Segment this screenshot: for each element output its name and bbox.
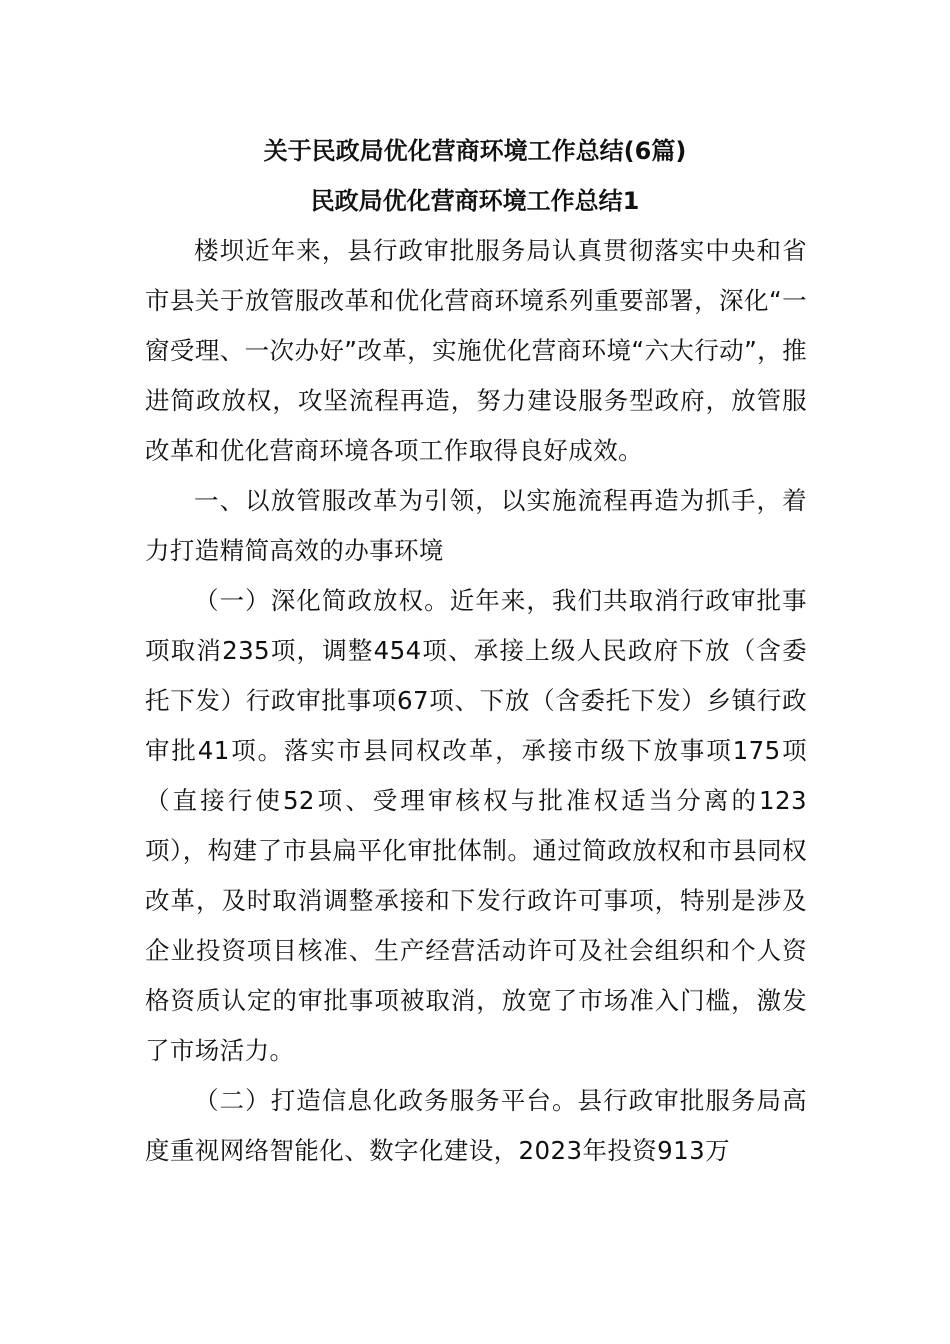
paragraph-section-heading: 一、以放管服改革为引领，以实施流程再造为抓手，着力打造精简高效的办事环境 (145, 486, 807, 565)
paragraph-information-platform: （二）打造信息化政务服务平台。县行政审批服务局高度重视网络智能化、数字化建设，2023年投资913万 (145, 1086, 807, 1165)
paragraph-simplify-administration: （一）深化简政放权。近年来，我们共取消行政审批事项取消235项，调整454项、承接上级人民政府下放（含委托下发）行政审批事项67项、下放（含委托下发）乡镇行政审批41项。落实市县同权改革，承接市级下放事项175项（直接行使52项、受理审核权与批准权适当分离的123项），构建了市县扁平化审批体制。通过简政放权和市县同权改革，及时取消调整承接和下发行政许可事项，特别是涉及企业投资项目核准、生产经营活动许可及社会组织和个人资格资质认定的审批事项被取消，放宽了市场准入门槛，激发了市场活力。 (145, 586, 807, 1065)
paragraph-intro: 楼坝近年来，县行政审批服务局认真贯彻落实中央和省市县关于放管服改革和优化营商环境系列重要部署，深化“一窗受理、一次办好”改革，实施优化营商环境“六大行动”，推进简政放权，攻坚流程再造，努力建设服务型政府，放管服改革和优化营商环境各项工作取得良好成效。 (145, 236, 807, 465)
document-body (145, 226, 807, 1176)
document-subtitle: 民政局优化营商环境工作总结1 (310, 187, 640, 215)
document-title: 关于民政局优化营商环境工作总结(6篇) (263, 137, 687, 165)
